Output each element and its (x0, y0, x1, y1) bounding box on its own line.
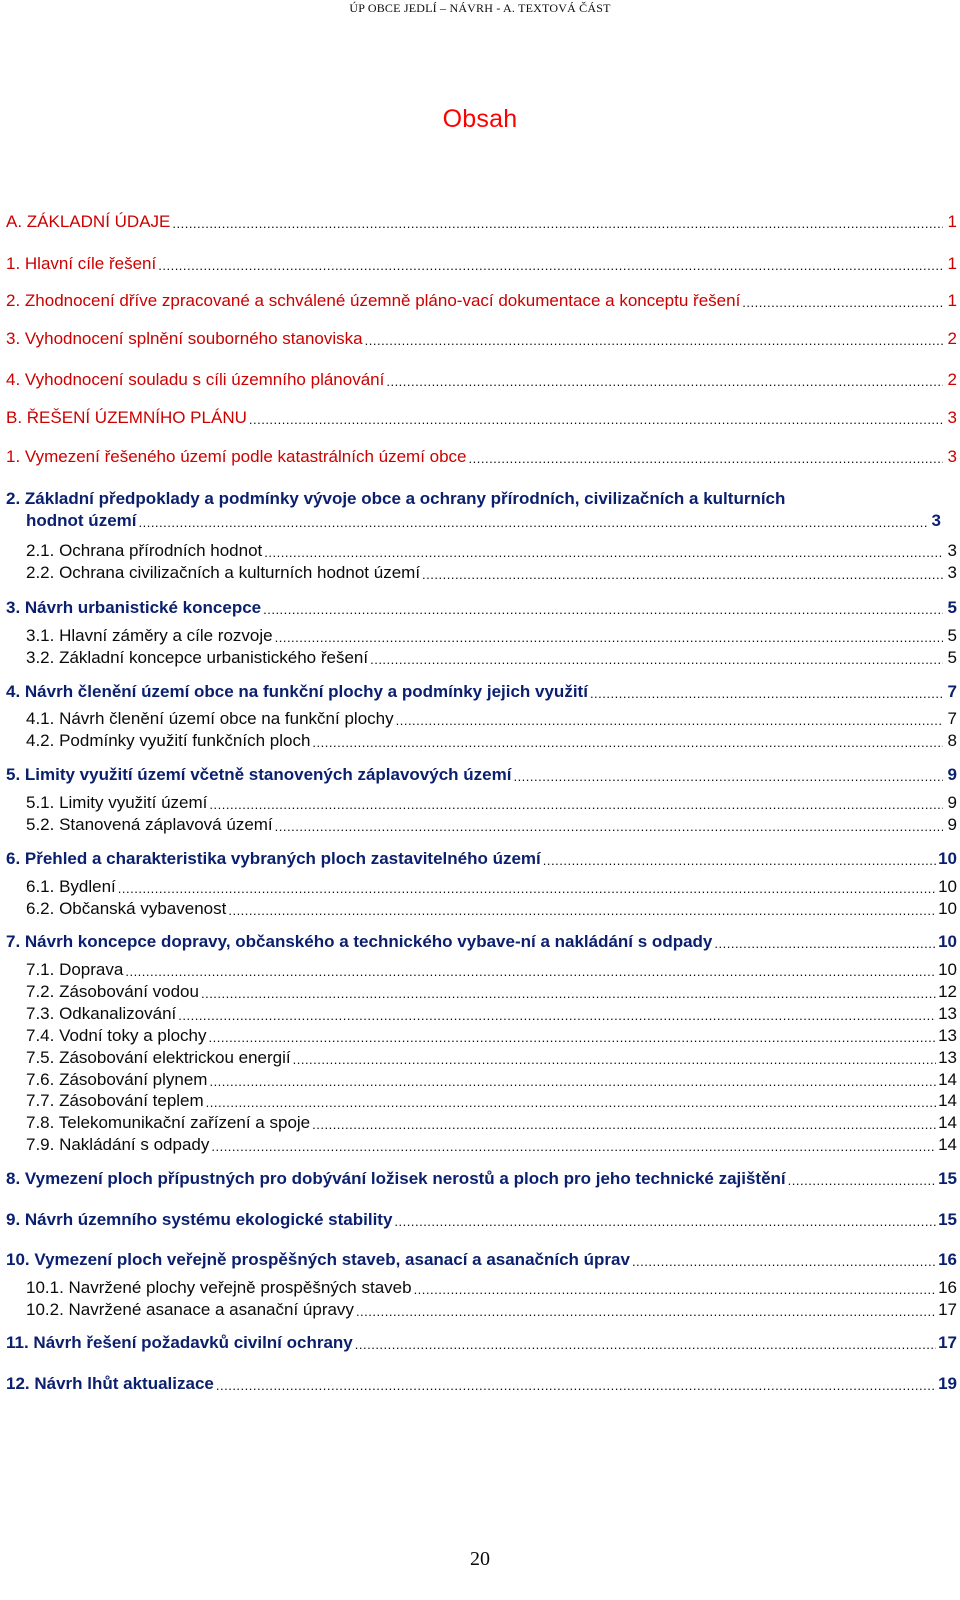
toc-entry-b7-4[interactable] (26, 1025, 957, 1047)
toc-entry-page: 13 (938, 1004, 957, 1023)
toc-entry-b7-1[interactable] (26, 959, 957, 981)
toc-entry-b10-2[interactable] (26, 1299, 957, 1321)
toc-entry-a4[interactable] (6, 369, 957, 391)
toc-entry-b6-1[interactable] (26, 876, 957, 898)
toc-entry-page: 1 (947, 291, 957, 310)
toc-entry-label: 7.3. Odkanalizování (26, 1004, 177, 1023)
leader-dots (590, 685, 943, 703)
toc-entry-label: 1. Vymezení řešeného území podle katastrálních území obce (6, 447, 467, 466)
toc-entry-b2-2[interactable] (26, 562, 957, 584)
toc-entry-label: 10.1. Navržené plochy veřejně prospěšných staveb (26, 1278, 412, 1297)
toc-entry-label: 1. Hlavní cíle řešení (6, 254, 157, 273)
leader-dots (355, 1336, 936, 1354)
leader-dots (118, 880, 936, 898)
leader-dots (714, 935, 936, 953)
toc-entry-label: 7.2. Zásobování vodou (26, 982, 199, 1001)
toc-entry-page: 16 (938, 1278, 957, 1297)
toc-entry-label: 12. Návrh lhůt aktualizace (6, 1374, 214, 1393)
toc-entry-b2[interactable] (6, 488, 957, 536)
toc-entry-b3-1[interactable] (26, 625, 957, 647)
toc-entry-label: 3.1. Hlavní záměry a cíle rozvoje (26, 626, 273, 645)
toc-entry-label: 10. Vymezení ploch veřejně prospěšných staveb, asanací a asanačních úprav (6, 1250, 630, 1269)
toc-entry-page: 17 (938, 1333, 957, 1352)
leader-dots (356, 1303, 936, 1321)
toc-entry-page: 13 (938, 1048, 957, 1067)
toc-entry-b4[interactable] (6, 681, 957, 703)
toc-entry-label: 2. Zhodnocení dříve zpracované a schválené územně pláno-vací dokumentace a konceptu řešení (6, 291, 741, 310)
toc-entry-page: 10 (938, 899, 957, 918)
leader-dots (394, 1213, 936, 1231)
toc-entry-page: 3 (931, 511, 941, 530)
toc-entry-page: 2 (947, 329, 957, 348)
toc-entry-page: 8 (947, 731, 957, 750)
toc-entry-b5-2[interactable] (26, 814, 957, 836)
leader-dots (386, 373, 943, 391)
leader-dots (513, 768, 943, 786)
toc-entry-b1[interactable] (6, 446, 957, 468)
toc-entry-label: 6.2. Občanská vybavenost (26, 899, 227, 918)
toc-entry-page: 3 (947, 563, 957, 582)
toc-entry-label: 2.1. Ochrana přírodních hodnot (26, 541, 263, 560)
toc-entry-b10-1[interactable] (26, 1277, 957, 1299)
leader-dots (469, 450, 943, 468)
toc-entry-page: 14 (938, 1113, 957, 1132)
toc-entry-label: 4. Návrh členění území obce na funkční plochy a podmínky jejich využití (6, 682, 588, 701)
toc-entry-label: 2. Základní předpoklady a podmínky vývoje obce a ochrany přírodních, civilizačních a kulturních (6, 489, 786, 508)
toc-entry-a2[interactable] (6, 290, 957, 312)
toc-entry-label: 3.2. Základní koncepce urbanistického řešení (26, 648, 369, 667)
toc-entry-label: 7. Návrh koncepce dopravy, občanského a technického vybave-ní a nakládání s odpady (6, 932, 713, 951)
leader-dots (632, 1253, 936, 1271)
leader-dots (396, 712, 943, 730)
leader-dots (209, 1029, 937, 1047)
leader-dots (158, 257, 943, 275)
toc-entry-b3-2[interactable] (26, 647, 957, 669)
toc-entry-b3[interactable] (6, 597, 957, 619)
toc-entry-b8[interactable] (6, 1168, 957, 1190)
toc-entry-page: 10 (938, 877, 957, 896)
toc-entry-page: 10 (938, 932, 957, 951)
leader-dots (275, 629, 943, 647)
toc-entry-b6[interactable] (6, 848, 957, 870)
toc-entry-page: 7 (947, 709, 957, 728)
toc-entry-b4-2[interactable] (26, 730, 957, 752)
toc-entry-page: 9 (947, 815, 957, 834)
toc-entry-b7-3[interactable] (26, 1003, 957, 1025)
leader-dots (365, 332, 943, 350)
toc-entry-a3[interactable] (6, 328, 957, 350)
toc-entry-page: 7 (947, 682, 957, 701)
running-header: ÚP OBCE JEDLÍ – NÁVRH - A. TEXTOVÁ ČÁST (349, 1, 611, 15)
toc-entry-label: 9. Návrh územního systému ekologické stability (6, 1210, 393, 1229)
toc-entry-b11[interactable] (6, 1332, 957, 1354)
leader-dots (178, 1007, 936, 1025)
toc-entry-label: 5. Limity využití území včetně stanovených záplavových území (6, 765, 512, 784)
leader-dots (216, 1377, 936, 1395)
leader-dots (249, 411, 943, 429)
leader-dots (422, 566, 943, 584)
toc-entry-page: 17 (938, 1300, 957, 1319)
toc-entry-page: 5 (947, 648, 957, 667)
toc-entry-page: 3 (947, 447, 957, 466)
toc-entry-page: 15 (938, 1169, 957, 1188)
toc-entry-label: 7.9. Nakládání s odpady (26, 1135, 210, 1154)
toc-entry-label: 7.5. Zásobování elektrickou energií (26, 1048, 291, 1067)
toc-entry-page: 10 (938, 960, 957, 979)
toc-entry-b7-8[interactable] (26, 1112, 957, 1134)
toc-entry-page: 14 (938, 1070, 957, 1089)
page-number: 20 (470, 1548, 490, 1570)
leader-dots (370, 651, 943, 669)
toc-entry-label: 8. Vymezení ploch přípustných pro dobývání ložisek nerostů a ploch pro jeho technické zajištění (6, 1169, 786, 1188)
toc-entry-label: 7.7. Zásobování teplem (26, 1091, 204, 1110)
toc-entry-label: 4.1. Návrh členění území obce na funkční plochy (26, 709, 394, 728)
leader-dots (206, 1094, 936, 1112)
toc-entry-page: 9 (947, 793, 957, 812)
toc-entry-b7-7[interactable] (26, 1090, 957, 1112)
leader-dots (209, 796, 943, 814)
leader-dots (263, 601, 943, 619)
toc-entry-label: 3. Vyhodnocení splnění souborného stanoviska (6, 329, 363, 348)
toc-entry-label: 7.4. Vodní toky a plochy (26, 1026, 207, 1045)
toc-entry-page: 19 (938, 1374, 957, 1393)
toc-entry-label: 7.8. Telekomunikační zařízení a spoje (26, 1113, 311, 1132)
leader-dots (138, 514, 927, 532)
leader-dots (742, 294, 943, 312)
toc-entry-page: 2 (947, 370, 957, 389)
toc-entry-b7-5[interactable] (26, 1047, 957, 1069)
toc-entry-page: 13 (938, 1026, 957, 1045)
toc-entry-b9[interactable] (6, 1209, 957, 1231)
toc-entry-label: 4. Vyhodnocení souladu s cíli územního plánování (6, 370, 385, 389)
toc-entry-label: B. ŘEŠENÍ ÚZEMNÍHO PLÁNU (6, 408, 247, 427)
toc-entry-page: 5 (947, 626, 957, 645)
leader-dots (275, 818, 943, 836)
toc-entry-b4-1[interactable] (26, 708, 957, 730)
leader-dots (414, 1281, 937, 1299)
toc-entry-label: 6.1. Bydlení (26, 877, 116, 896)
toc-entry-page: 1 (947, 212, 957, 231)
toc-entry-b2-1[interactable] (26, 540, 957, 562)
toc-entry-b7-9[interactable] (26, 1134, 957, 1156)
toc-entry-a1[interactable] (6, 253, 957, 275)
toc-entry-label: 5.1. Limity využití území (26, 793, 208, 812)
toc-entry-page: 3 (947, 408, 957, 427)
toc-entry-label: 6. Přehled a charakteristika vybraných ploch zastavitelného území (6, 849, 541, 868)
leader-dots (293, 1051, 936, 1069)
leader-dots (312, 1116, 936, 1134)
toc-entry-label: 4.2. Podmínky využití funkčních ploch (26, 731, 311, 750)
toc-entry-label: 2.2. Ochrana civilizačních a kulturních hodnot území (26, 563, 421, 582)
toc-entry-label: 11. Návrh řešení požadavků civilní ochrany (6, 1333, 353, 1352)
toc-entry-b6-2[interactable] (26, 898, 957, 920)
toc-entry-label: 5.2. Stanovená záplavová území (26, 815, 273, 834)
toc-entry-label: 3. Návrh urbanistické koncepce (6, 598, 262, 617)
toc-entry-b5[interactable] (6, 764, 957, 786)
leader-dots (228, 902, 936, 920)
leader-dots (172, 215, 943, 233)
toc-entry-label: 7.1. Doprava (26, 960, 124, 979)
toc-entry-b10[interactable] (6, 1249, 957, 1271)
toc-entry-label: 10.2. Navržené asanace a asanační úpravy (26, 1300, 354, 1319)
toc-entry-b7[interactable] (6, 931, 957, 953)
toc-entry-page: 10 (938, 849, 957, 868)
leader-dots (264, 544, 943, 562)
leader-dots (201, 985, 936, 1003)
toc-entry-page: 3 (947, 541, 957, 560)
leader-dots (209, 1073, 936, 1091)
toc-entry-b7-6[interactable] (26, 1069, 957, 1091)
leader-dots (125, 963, 936, 981)
toc-entry-label-continued: hodnot území (26, 511, 137, 530)
leader-dots (788, 1172, 936, 1190)
toc-entry-b[interactable] (6, 407, 957, 429)
leader-dots (211, 1138, 936, 1156)
toc-entry-page: 16 (938, 1250, 957, 1269)
toc-entry-page: 15 (938, 1210, 957, 1229)
toc-entry-label: A. ZÁKLADNÍ ÚDAJE (6, 212, 171, 231)
toc-entry-page: 14 (938, 1091, 957, 1110)
toc-entry-page: 9 (947, 765, 957, 784)
toc-entry-b7-2[interactable] (26, 981, 957, 1003)
leader-dots (312, 734, 943, 752)
toc-entry-b12[interactable] (6, 1373, 957, 1395)
leader-dots (543, 852, 936, 870)
toc-entry-page: 12 (938, 982, 957, 1001)
toc-entry-page: 1 (947, 254, 957, 273)
page-title: Obsah (442, 105, 518, 133)
toc-entry-a[interactable] (6, 211, 957, 233)
toc-entry-label: 7.6. Zásobování plynem (26, 1070, 208, 1089)
toc-entry-page: 5 (947, 598, 957, 617)
toc-entry-page: 14 (938, 1135, 957, 1154)
toc-entry-b5-1[interactable] (26, 792, 957, 814)
